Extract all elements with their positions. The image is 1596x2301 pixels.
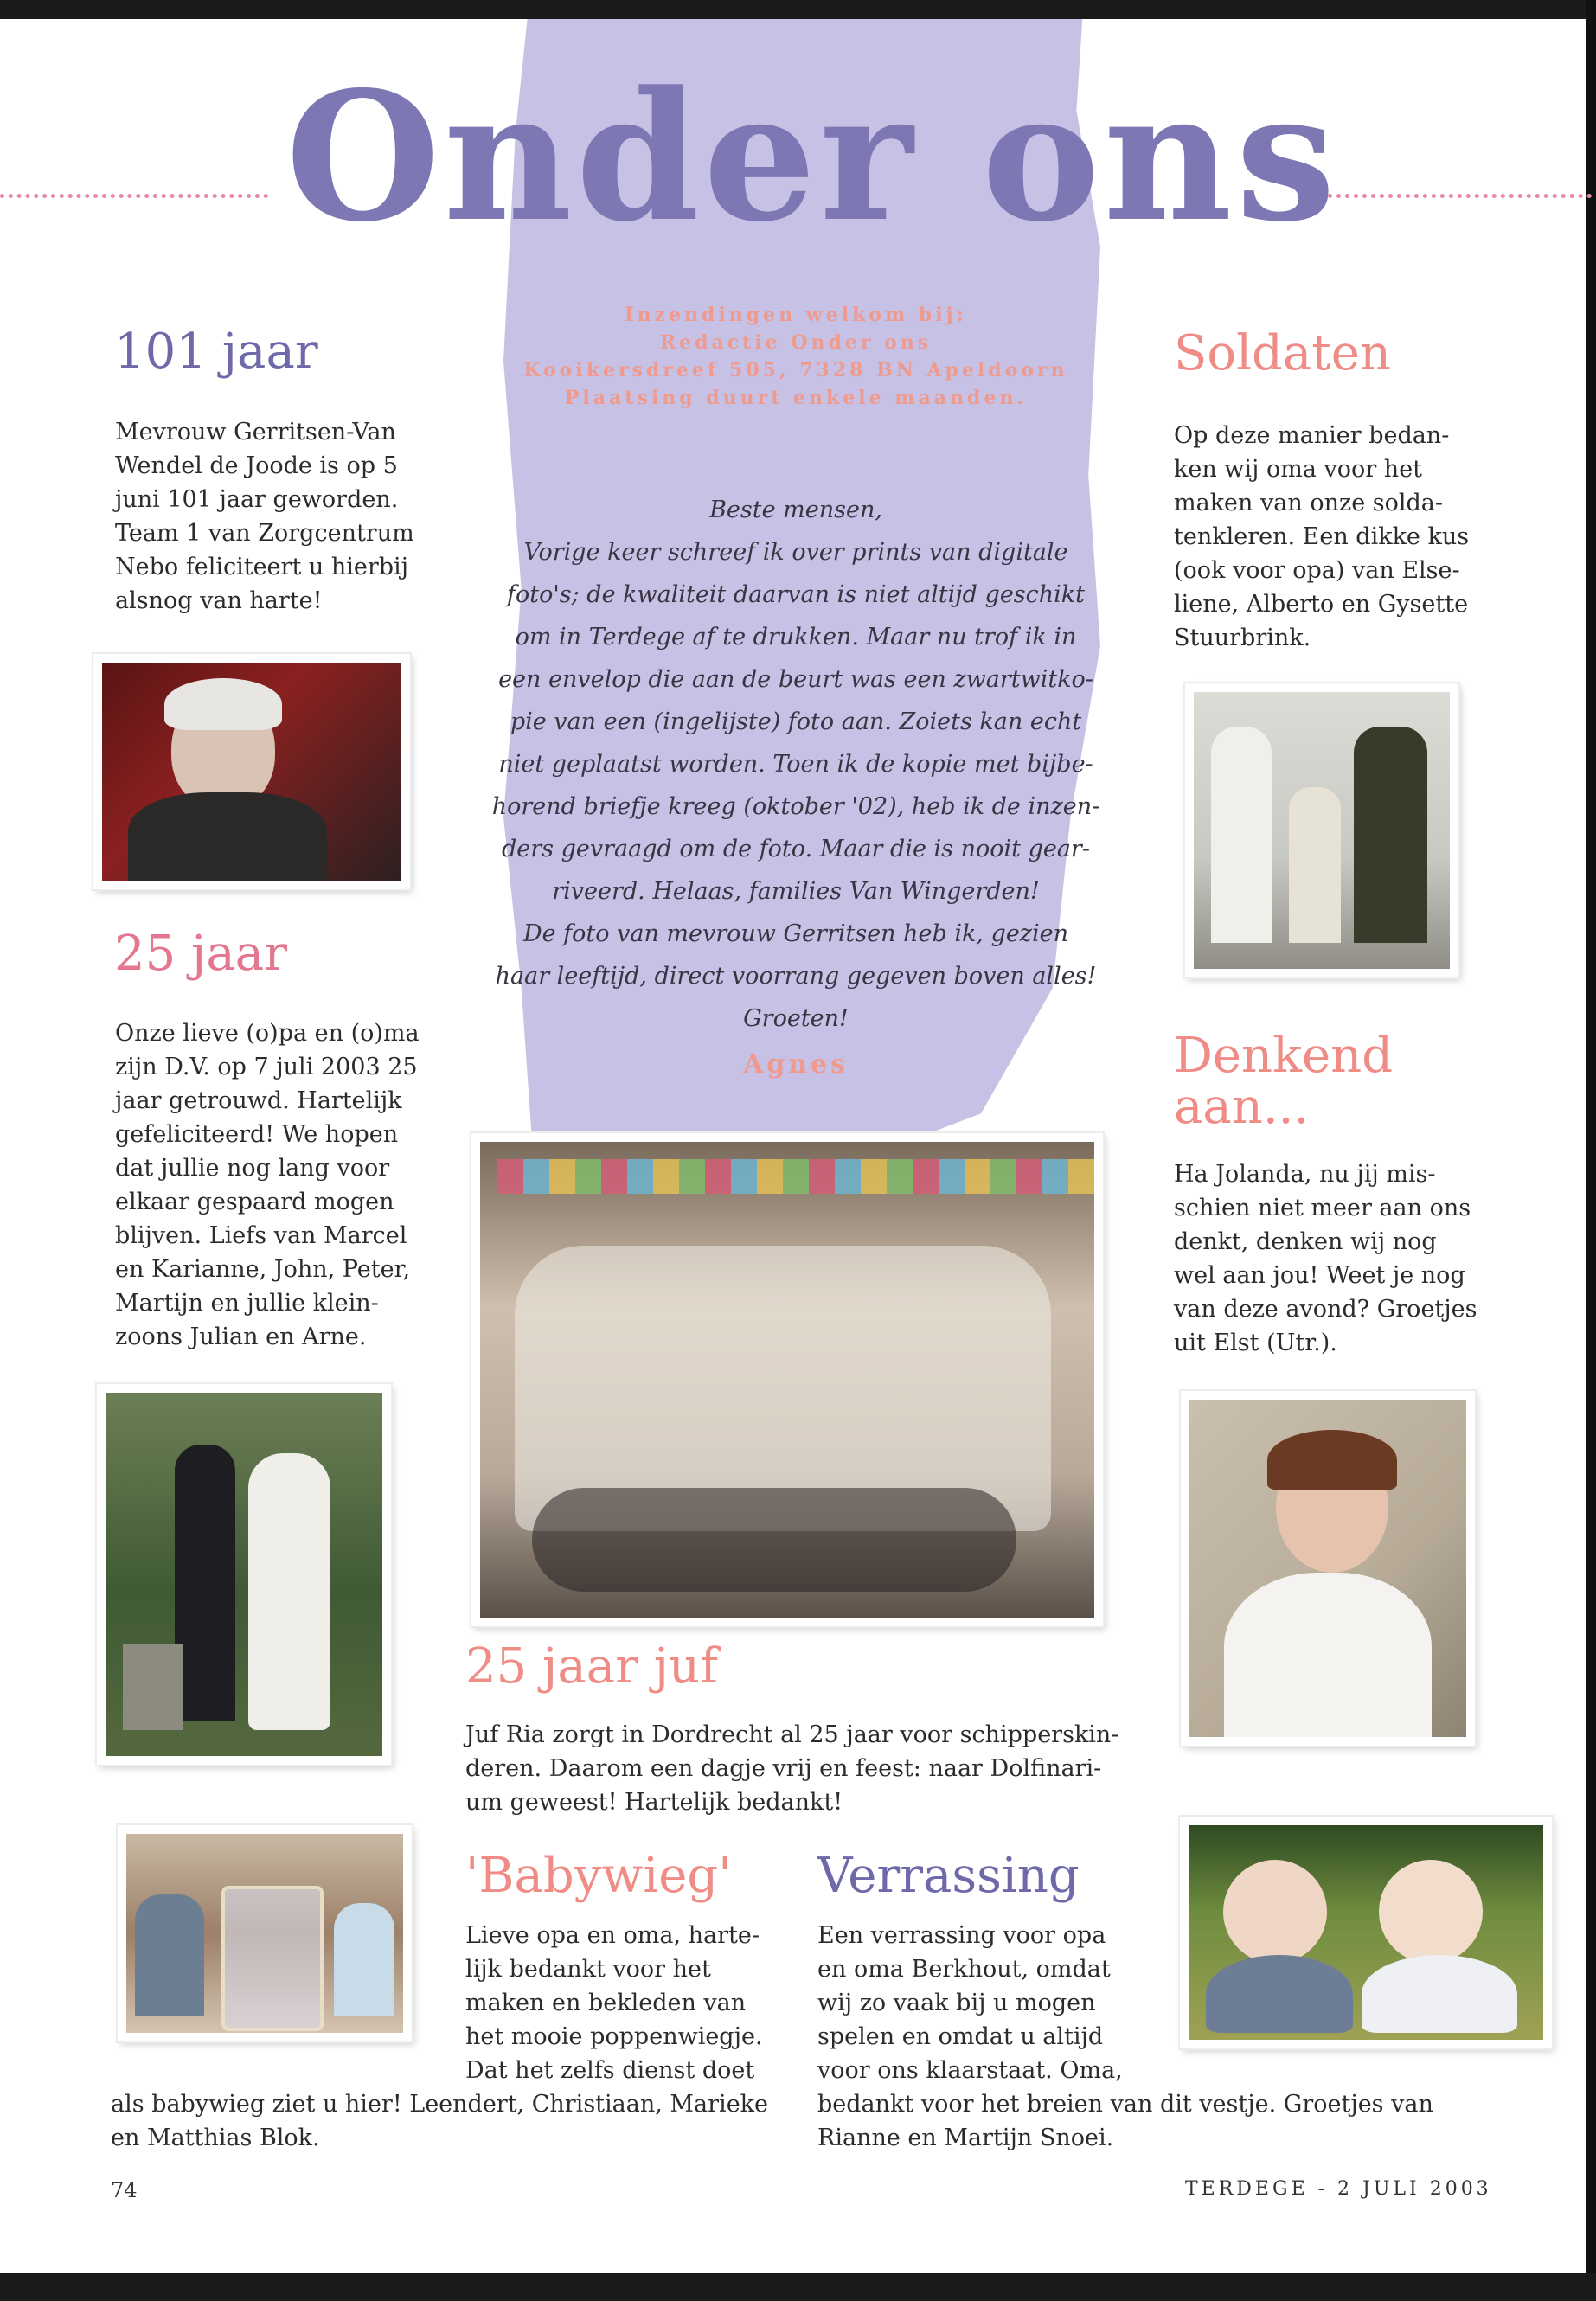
heading-line: Denkend [1174, 1028, 1394, 1084]
child-3-shape [1354, 727, 1427, 943]
article-line: Onze lieve (o)pa en (o)ma [115, 1020, 420, 1047]
article-line: dat jullie nog lang voor [115, 1155, 390, 1182]
article-verrassing [817, 1919, 1146, 2087]
heading-verrassing: Verrassing [817, 1848, 1080, 1904]
letter-line: om in Terdege af te drukken. Maar nu trof ik in [515, 624, 1077, 651]
baby-2-body-shape [1362, 1955, 1517, 2033]
baby-1-body-shape [1206, 1955, 1353, 2033]
heading-babywieg: 'Babywieg' [465, 1848, 732, 1904]
portrait-body-shape [128, 792, 327, 881]
heading-line: aan... [1174, 1078, 1310, 1135]
portrait-hair-shape [164, 678, 282, 730]
article-line: Ha Jolanda, nu jij mis- [1174, 1161, 1436, 1188]
article-line: bedankt voor het breien van dit vestje. Groetjes van [817, 2091, 1433, 2118]
front-row-shape [532, 1488, 1016, 1592]
article-line: wel aan jou! Weet je nog [1174, 1262, 1465, 1289]
cradle-shape [221, 1886, 324, 2031]
submission-line: Inzendingen welkom bij: [625, 304, 967, 326]
article-line: voor ons klaarstaat. Oma, [817, 2057, 1123, 2084]
heading-soldaten: Soldaten [1174, 325, 1391, 381]
article-line: maken en bekleden van [465, 1990, 747, 2016]
article-babywieg-tail [111, 2087, 803, 2155]
letter-line: een envelop die aan de beurt was een zwartwitko- [498, 666, 1093, 693]
stone-shape [123, 1644, 183, 1730]
article-line: deren. Daarom een dagje vrij en feest: naar Dolfinari- [465, 1755, 1102, 1782]
submission-line: Redactie Onder ons [659, 331, 933, 354]
article-line: Rianne en Martijn Snoei. [817, 2125, 1114, 2151]
article-line: blijven. Liefs van Marcel [115, 1222, 407, 1249]
article-line: wij zo vaak bij u mogen [817, 1990, 1096, 2016]
child-left-shape [135, 1894, 204, 2016]
article-line: alsnog van harte! [115, 587, 323, 614]
masthead-title: Onder ons [285, 54, 1339, 261]
article-line: Mevrouw Gerritsen-Van [115, 419, 396, 445]
letter-line: horend briefje kreeg (oktober '02), heb ik de inzen- [491, 793, 1100, 820]
bunting-shape [497, 1159, 1094, 1194]
article-soldaten [1174, 419, 1520, 655]
dotted-rule-left [0, 194, 268, 198]
article-line: Martijn en jullie klein- [115, 1290, 379, 1317]
right-border [1586, 0, 1596, 2301]
article-line: zijn D.V. op 7 juli 2003 25 [115, 1054, 418, 1080]
article-line: Wendel de Joode is op 5 [115, 452, 398, 479]
article-line: Lieve opa en oma, harte- [465, 1922, 760, 1949]
editor-letter [484, 489, 1107, 1086]
photo-babies [1180, 1817, 1552, 2048]
dotted-rule-right [1311, 194, 1592, 198]
article-line: en Matthias Blok. [111, 2125, 320, 2151]
article-line: spelen en omdat u altijd [817, 2023, 1104, 2050]
heading-denkend-aan [1174, 1028, 1394, 1135]
letter-line: De foto van mevrouw Gerritsen heb ik, gezien [522, 920, 1069, 947]
child-right-shape [334, 1903, 394, 2016]
photo-grandmother [93, 654, 410, 889]
article-line: zoons Julian en Arne. [115, 1324, 367, 1350]
article-line: liene, Alberto en Gysette [1174, 591, 1469, 618]
letter-line: Vorige keer schreef ik over prints van digitale [523, 539, 1068, 566]
submission-info [519, 301, 1073, 412]
child-1-shape [1211, 727, 1272, 943]
article-line: uit Elst (Utr.). [1174, 1330, 1337, 1356]
article-line: Juf Ria zorgt in Dordrecht al 25 jaar voor schipperskin- [465, 1721, 1119, 1748]
article-101-jaar [115, 415, 461, 618]
article-verrassing-tail [817, 2087, 1509, 2155]
bride-shape [248, 1453, 330, 1730]
article-line: en Karianne, John, Peter, [115, 1256, 411, 1283]
article-line: Dat het zelfs dienst doet [465, 2057, 755, 2084]
article-line: schien niet meer aan ons [1174, 1195, 1471, 1221]
submission-line: Plaatsing duurt enkele maanden. [564, 387, 1028, 409]
child-2-shape [1289, 787, 1341, 943]
groom-shape [175, 1445, 235, 1721]
article-line: jaar getrouwd. Hartelijk [115, 1087, 402, 1114]
top-border [0, 0, 1596, 19]
submission-line: Kooikersdreef 505, 7328 BN Apeldoorn [523, 359, 1068, 381]
photo-young-woman [1181, 1391, 1475, 1746]
article-line: ken wij oma voor het [1174, 456, 1423, 483]
baby-1-face-shape [1223, 1860, 1327, 1964]
article-line: elkaar gespaard mogen [115, 1189, 394, 1215]
woman-hair-shape [1267, 1430, 1397, 1490]
article-line: van deze avond? Groetjes [1174, 1296, 1477, 1323]
article-line: als babywieg ziet u hier! Leendert, Christiaan, Marieke [111, 2091, 769, 2118]
article-line: Team 1 van Zorgcentrum [115, 520, 414, 547]
letter-line: Beste mensen, [709, 497, 882, 523]
bottom-border [0, 2273, 1596, 2301]
photo-doll-cradle [118, 1825, 412, 2041]
heading-25-jaar: 25 jaar [114, 926, 287, 982]
article-line: lijk bedankt voor het [465, 1956, 711, 1983]
article-line: (ook voor opa) van Else- [1174, 557, 1460, 584]
article-line: Stuurbrink. [1174, 625, 1311, 651]
article-babywieg [465, 1919, 794, 2087]
letter-line: haar leeftijd, direct voorrang gegeven boven alles! [495, 963, 1097, 990]
letter-line: Groeten! [743, 1005, 849, 1032]
heading-25-jaar-juf: 25 jaar juf [465, 1638, 718, 1695]
article-25-jaar [115, 1016, 461, 1354]
article-denkend-aan [1174, 1157, 1537, 1360]
article-25-jaar-juf [465, 1718, 1157, 1819]
article-line: Een verrassing voor opa [817, 1922, 1106, 1949]
woman-shirt-shape [1224, 1573, 1432, 1737]
letter-line: ders gevraagd om de foto. Maar die is nooit gear- [502, 836, 1090, 862]
letter-signature: Agnes [742, 1049, 849, 1080]
article-line: Nebo feliciteert u hierbij [115, 554, 409, 580]
article-line: tenkleren. Een dikke kus [1174, 523, 1470, 550]
article-line: gefeliciteerd! We hopen [115, 1121, 399, 1148]
publication-footer: TERDEGE - 2 JULI 2003 [1185, 2178, 1492, 2200]
letter-line: pie van een (ingelijste) foto aan. Zoiets kan echt [510, 708, 1082, 735]
letter-line: foto's; de kwaliteit daarvan is niet altijd geschikt [506, 581, 1086, 608]
page-number: 74 [111, 2178, 138, 2202]
article-line: denkt, denken wij nog [1174, 1228, 1437, 1255]
article-line: um geweest! Hartelijk bedankt! [465, 1789, 843, 1816]
article-line: maken van onze solda- [1174, 490, 1444, 516]
photo-group-party [471, 1133, 1103, 1626]
photo-wedding-couple [97, 1384, 391, 1765]
photo-soldier-children [1185, 683, 1458, 977]
letter-line: riveerd. Helaas, families Van Wingerden! [552, 878, 1040, 905]
article-line: juni 101 jaar geworden. [115, 486, 399, 513]
article-line: en oma Berkhout, omdat [817, 1956, 1111, 1983]
heading-101-jaar: 101 jaar [114, 324, 318, 380]
letter-line: niet geplaatst worden. Toen ik de kopie met bijbe- [498, 751, 1093, 778]
article-line: het mooie poppenwiegje. [465, 2023, 763, 2050]
baby-2-face-shape [1379, 1860, 1483, 1964]
article-line: Op deze manier bedan- [1174, 422, 1450, 449]
